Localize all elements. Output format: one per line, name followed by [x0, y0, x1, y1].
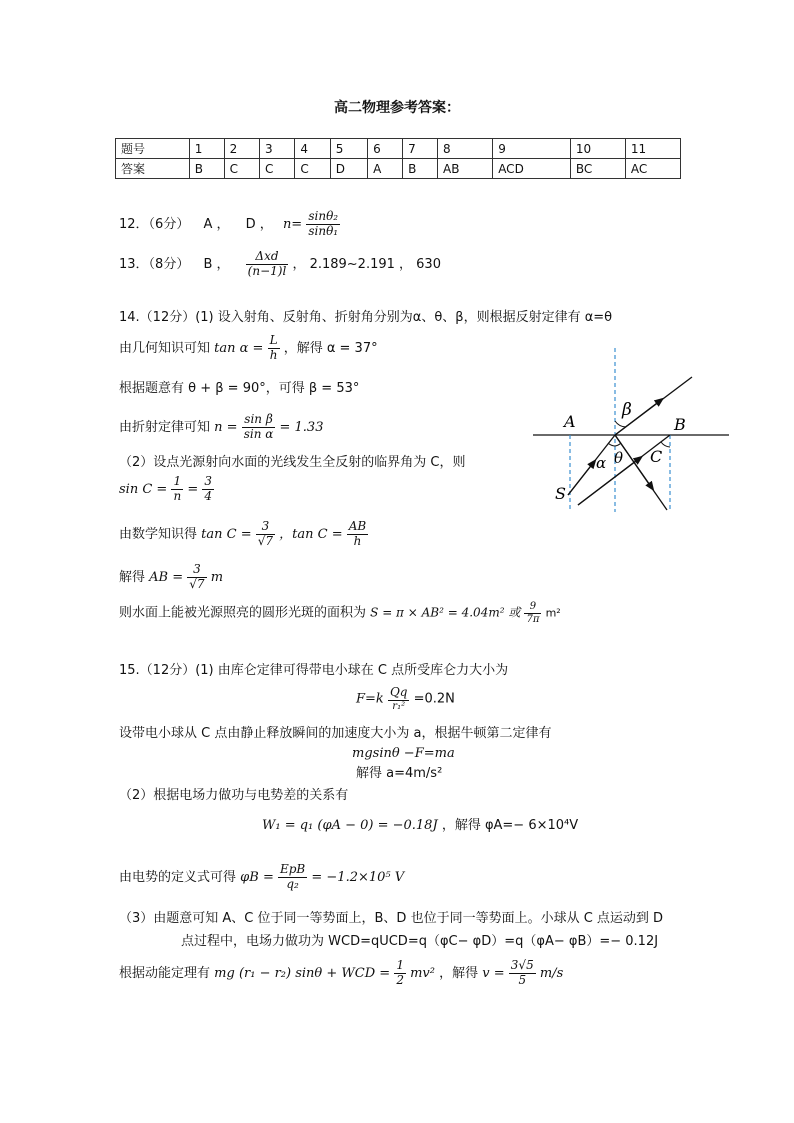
q12-line [119, 210, 340, 239]
q14-line-7-fraction-2 [347, 520, 368, 549]
q15-line-7-work: W₁ = q₁ (φA − 0) = −0.18J [262, 818, 438, 833]
q15-line-2-fraction [388, 686, 410, 712]
q15-line-8-num: EpB [279, 862, 306, 876]
q13-answer-1: B ， [203, 256, 230, 272]
q14-line-4-den: sin α [243, 426, 274, 441]
q14-line-5: （2）设点光源射向水面的光线发生全反射的临界角为 C，则 [119, 455, 466, 470]
q14-line-8-ab: AB = [149, 569, 184, 585]
q15-line-11-fraction-1 [394, 959, 406, 988]
q14-line-7-tan-1: tan C = [201, 526, 252, 542]
q14-line-4 [119, 413, 323, 442]
q15-line-9: （3）由题意可知 A、C 位于同一等势面上，B、D 也位于同一等势面上。小球从 C 点运动到 D [119, 911, 664, 926]
q14-line-8-unit: m [210, 569, 224, 585]
table-row-numbers [116, 139, 681, 159]
q14-line-2 [119, 334, 378, 363]
label-theta: θ [614, 449, 624, 467]
table-cell: 7 [403, 139, 438, 159]
table-cell: B [403, 159, 438, 179]
q15-line-11-mv: mv² [410, 965, 435, 981]
label-c: C [650, 447, 663, 466]
q14-line-7-fraction-1 [256, 520, 275, 549]
table-cell: BC [570, 159, 625, 179]
q14-line-6-eq: = [187, 481, 199, 497]
q13-numerator: Δxd [246, 250, 289, 265]
refraction-diagram [530, 345, 732, 515]
table-cell: AC [625, 159, 680, 179]
table-cell: 5 [330, 139, 367, 159]
table-cell: 6 [368, 139, 403, 159]
q15-line-4: mgsinθ −F=ma [352, 746, 455, 761]
q14-line-9-text: 则水面上能被光源照亮的圆形光斑的面积为 [119, 605, 367, 621]
q15-line-2-result: =0.2N [413, 691, 455, 707]
q14-line-7-num-1: 3 [256, 520, 275, 535]
q15-line-11-den-2: 5 [518, 972, 527, 987]
q14-line-6-fraction-1 [171, 475, 183, 504]
q14-line-6-sin: sin C = [119, 481, 168, 497]
table-cell: 1 [189, 139, 224, 159]
q14-line-8-fraction [187, 563, 206, 592]
table-cell: 10 [570, 139, 625, 159]
q15-line-11-energy: mg (r₁ − r₂) sinθ + WCD = [214, 965, 391, 981]
q13-line [119, 250, 441, 279]
q14-line-9 [119, 601, 561, 625]
q13-fraction [246, 250, 289, 279]
q14-line-6 [119, 475, 214, 504]
q15-line-1: 15.（12分）(1) 由库仑定律可得带电小球在 C 点所受库仑力大小为 [119, 663, 509, 678]
q14-line-2-num: L [269, 333, 278, 347]
label-alpha: α [596, 454, 607, 472]
q14-line-7-den-1: √7 [257, 533, 274, 548]
q15-line-8-text: 由电势的定义式可得 [119, 869, 237, 885]
q13-range: ， 2.189~2.191 ， 630 [292, 256, 441, 272]
q14-line-9-fraction [524, 601, 541, 625]
q14-line-9-den: 7π [526, 613, 540, 625]
q15-line-7-result: ，解得 φA=− 6×10⁴V [441, 818, 579, 833]
q14-line-6-num-1: 1 [171, 475, 183, 490]
table-row-label: 答案 [116, 159, 190, 179]
q15-line-10: 点过程中，电场力做功为 WCD=qUCD=q（φC− φD）=q（φA− φB）=− 0.12J [181, 934, 659, 949]
q14-line-8-den: √7 [189, 576, 205, 591]
table-cell: 8 [438, 139, 493, 159]
table-cell: ACD [493, 159, 571, 179]
q14-line-2-den: h [269, 347, 278, 362]
q15-line-8-phi: φB = [240, 869, 274, 885]
q14-line-1: 14.（12分）(1) 设入射角、反射角、折射角分别为α、θ、β，则根据反射定律有 α=θ [119, 310, 613, 325]
q12-fraction [306, 210, 340, 239]
q14-line-3: 根据题意有 θ + β = 90°，可得 β = 53° [119, 381, 360, 396]
q14-line-7-tan-2: ，tan C = [279, 526, 343, 542]
table-cell: 4 [295, 139, 330, 159]
table-cell: C [224, 159, 259, 179]
table-row-answers [116, 159, 681, 179]
q14-line-2-text: 由几何知识可知 [119, 340, 211, 356]
critical-ray-arrow [578, 458, 640, 505]
q12-answer-2: D ， [245, 216, 273, 232]
q15-line-8-fraction [278, 863, 307, 892]
q15-line-2-den: r₁² [392, 700, 406, 712]
q15-line-11-text: 根据动能定理有 [119, 965, 211, 981]
q14-line-9-area: S = π × AB² = 4.04m² 或 [370, 605, 521, 620]
q15-line-2-f: F=k [356, 691, 384, 707]
q15-line-11-num-2: 3√5 [510, 958, 534, 972]
q15-line-11-solve: ，解得 [439, 965, 479, 981]
q15-line-8-result: = −1.2×10⁵ V [311, 869, 405, 885]
label-b: B [674, 415, 686, 434]
page-title: 高二物理参考答案： [334, 100, 460, 116]
critical-angle-arc [661, 442, 670, 447]
q14-line-6-num-2: 3 [204, 474, 213, 488]
theta-arc [615, 443, 621, 446]
q14-line-4-n: n = [214, 419, 238, 435]
q14-line-6-den-1: n [173, 488, 182, 503]
table-cell: C [260, 159, 295, 179]
q12-denominator: sinθ₁ [308, 223, 339, 238]
table-cell: 3 [260, 139, 295, 159]
q14-line-7 [119, 520, 368, 549]
q14-line-6-fraction-2 [202, 475, 214, 504]
q15-line-11-v: v = [482, 965, 505, 981]
answer-table [115, 138, 681, 179]
incident-ray-arrow [568, 462, 594, 495]
q12-n-eq: n= [282, 216, 303, 232]
table-cell: 9 [493, 139, 571, 159]
q14-line-9-num: 9 [524, 601, 541, 614]
q14-line-8-text: 解得 [119, 569, 146, 585]
table-cell: C [295, 159, 330, 179]
q15-line-3: 设带电小球从 C 点由静止释放瞬间的加速度大小为 a，根据牛顿第二定律有 [119, 726, 552, 741]
q14-line-2-fraction [268, 334, 280, 363]
q14-line-4-fraction [242, 413, 276, 442]
table-cell: D [330, 159, 367, 179]
q15-line-2-num: Qq [389, 685, 408, 699]
q15-line-11-num-1: 1 [396, 958, 404, 972]
beta-arc [615, 421, 626, 427]
q15-line-8-den: q₂ [286, 876, 299, 891]
q15-line-2 [356, 686, 455, 712]
q12-head: 12．（6分） [119, 216, 190, 232]
table-cell: 11 [625, 139, 680, 159]
label-s: S [555, 484, 566, 503]
label-a: A [564, 412, 576, 431]
q14-line-4-text: 由折射定律可知 [119, 419, 211, 435]
table-cell: A [368, 159, 403, 179]
q14-line-9-unit: m² [545, 606, 561, 620]
q15-line-11-unit: m/s [539, 965, 564, 981]
q15-line-7 [262, 819, 578, 832]
q13-head: 13．（8分） [119, 256, 190, 272]
q15-line-11 [119, 959, 563, 988]
q15-line-5: 解得 a=4m/s² [356, 766, 443, 781]
table-row-label: 题号 [116, 139, 190, 159]
q15-line-6: （2）根据电场力做功与电势差的关系有 [119, 788, 349, 803]
q15-line-11-fraction-2 [509, 959, 536, 988]
q13-denominator: (n−1)l [247, 263, 287, 278]
q15-line-11-den-1: 2 [396, 972, 404, 987]
table-cell: B [189, 159, 224, 179]
q14-line-2-result: ，解得 α = 37° [283, 340, 378, 356]
q14-line-8 [119, 563, 223, 592]
q14-line-7-text: 由数学知识得 [119, 526, 198, 542]
q14-line-4-num: sin β [242, 413, 276, 428]
q14-line-8-num: 3 [187, 563, 206, 578]
table-cell: 2 [224, 139, 259, 159]
q12-numerator: sinθ₂ [308, 209, 339, 223]
q14-line-2-tan: tan α = [214, 340, 264, 356]
q14-line-6-den-2: 4 [204, 488, 213, 503]
q12-answer-1: A ， [203, 216, 230, 232]
table-cell: AB [438, 159, 493, 179]
q15-line-8 [119, 863, 404, 892]
alpha-arc [608, 443, 615, 446]
q14-line-7-den-2: h [353, 533, 362, 548]
q14-line-7-num-2: AB [348, 519, 367, 533]
q14-line-4-result: = 1.33 [279, 419, 324, 435]
label-beta: β [622, 400, 632, 420]
